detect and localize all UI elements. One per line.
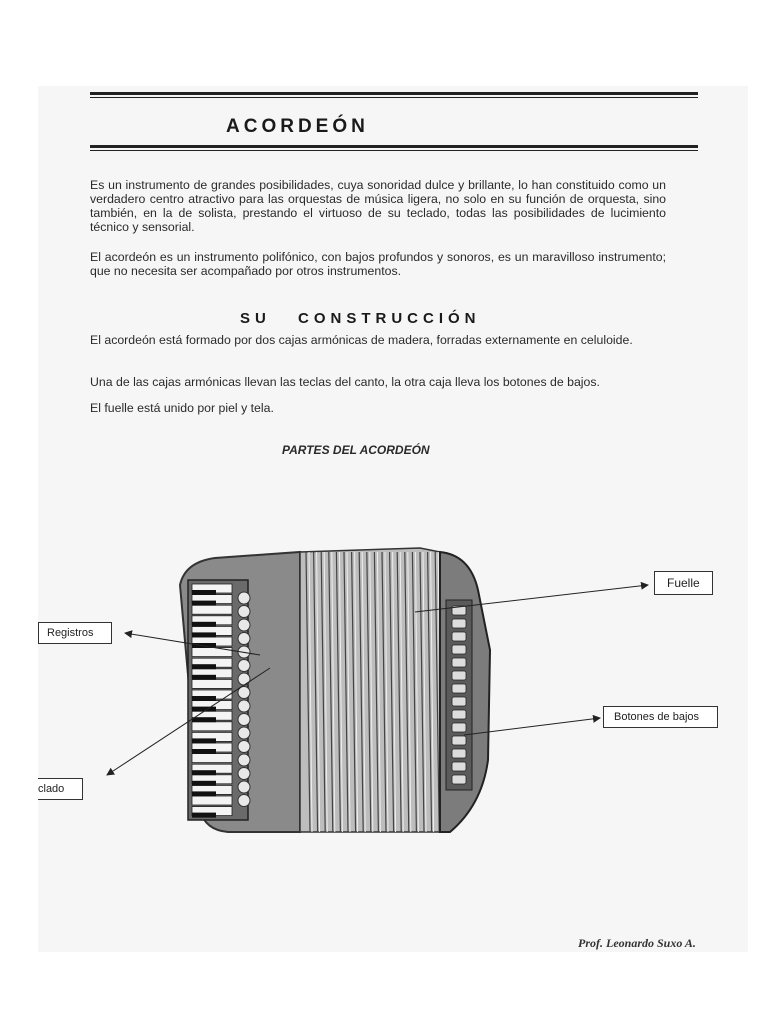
black-key [192,664,216,669]
bass-button [452,762,466,771]
white-key [192,796,232,805]
black-key [192,696,216,701]
black-key [192,590,216,595]
register-knob [238,619,250,631]
diagram-title: PARTES DEL ACORDEÓN [282,443,430,457]
black-key [192,791,216,796]
construction-paragraph-1: El acordeón está formado por dos cajas armónicas de madera, forradas externamente en celuloide. [90,333,633,347]
bass-button [452,619,466,628]
register-knob [238,633,250,645]
white-key [192,679,232,688]
bass-button [452,658,466,667]
white-key [192,754,232,763]
register-knob [238,606,250,618]
label-botones-de-bajos: Botones de bajos [603,706,718,728]
label-fuelle: Fuelle [654,571,713,595]
register-knob [238,727,250,739]
section-title: SU CONSTRUCCIÓN [240,310,481,327]
register-knob [238,795,250,807]
bass-button [452,632,466,641]
bass-button [452,684,466,693]
label-teclado: clado [38,778,83,800]
label-registros: Registros [38,622,112,644]
register-knob [238,660,250,672]
register-knob [238,768,250,780]
white-key [192,605,232,614]
bass-button [452,775,466,784]
construction-paragraph-3: El fuelle está unido por piel y tela. [90,401,274,415]
black-key [192,601,216,606]
black-key [192,749,216,754]
register-knob [238,592,250,604]
piano-keys [192,584,232,818]
register-knob [238,754,250,766]
bass-button [452,723,466,732]
black-key [192,781,216,786]
construction-paragraph-2: Una de las cajas armónicas llevan las teclas del canto, la otra caja lleva los botones de bajos. [90,375,600,389]
bass-button [452,749,466,758]
intro-paragraph-1: Es un instrumento de grandes posibilidades, cuya sonoridad dulce y brillante, lo han constituido como un verdadero centro atractivo para las orquestas de música ligera, no solo en su función de orquesta, sino también, en la de solista, prestando el virtuoso de su teclado, todas las posibilidades de lucimiento técnico y sensorial. [90,178,666,234]
document-title: ACORDEÓN [226,116,369,137]
black-key [192,622,216,627]
white-key [192,722,232,731]
bass-button [452,645,466,654]
black-key [192,813,216,818]
bass-button-panel [446,600,472,790]
register-knob [238,714,250,726]
white-key [192,648,232,657]
black-key [192,770,216,775]
intro-paragraph-2: El acordeón es un instrumento polifónico, con bajos profundos y sonoros, es un maravilloso instrumento; que no necesita ser acompañado por otros instrumentos. [90,250,666,278]
black-key [192,675,216,680]
bass-button [452,736,466,745]
author-footer: Prof. Leonardo Suxo A. [578,936,696,950]
register-knob [238,781,250,793]
register-knob [238,673,250,685]
black-key [192,632,216,637]
bass-button [452,671,466,680]
register-knob [238,700,250,712]
black-key [192,738,216,743]
bass-button [452,710,466,719]
register-knob [238,741,250,753]
bass-button [452,697,466,706]
black-key [192,717,216,722]
